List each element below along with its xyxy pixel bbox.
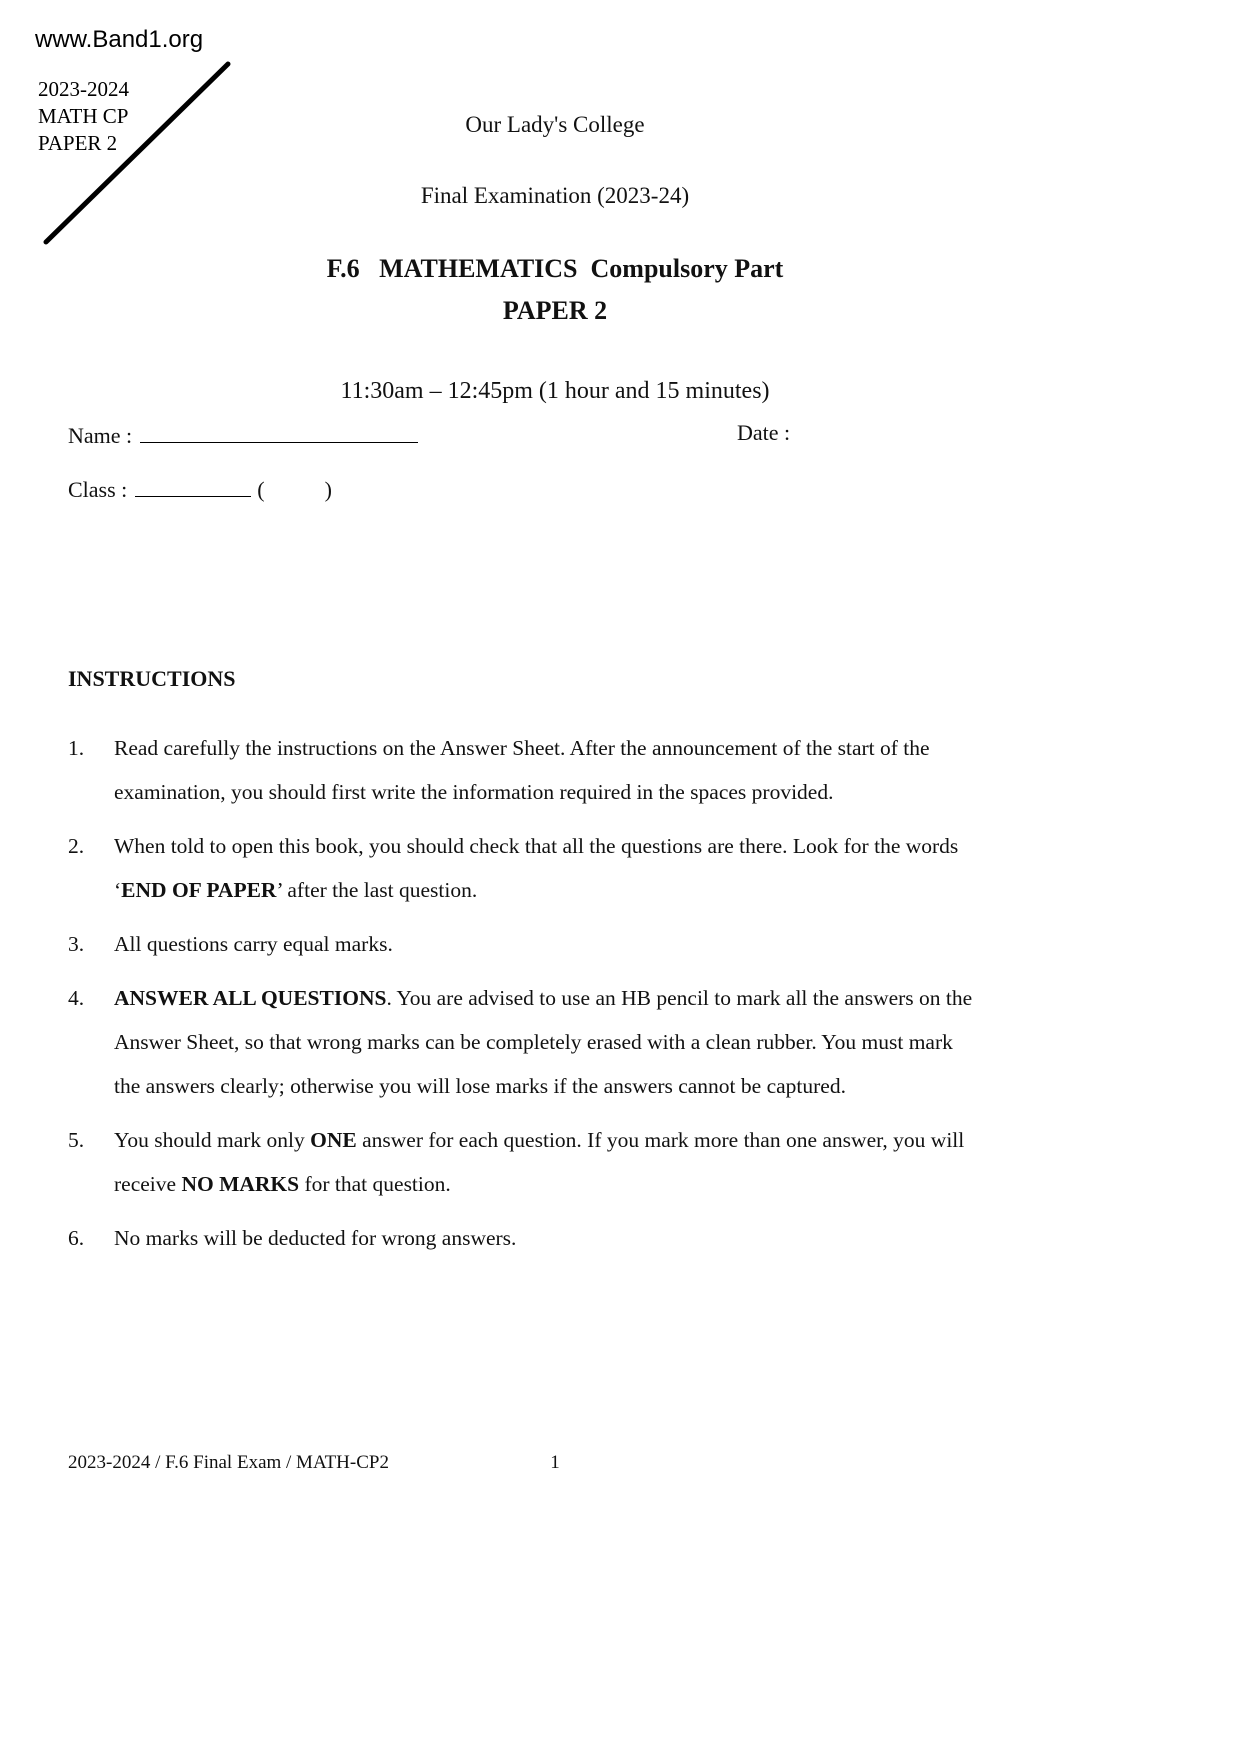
instruction-item bbox=[68, 976, 973, 1108]
class-label: Class : bbox=[68, 477, 128, 502]
footer-page-number: 1 bbox=[550, 1452, 560, 1473]
instruction-text: Read carefully the instructions on the Answer Sheet. After the announcement of the start of the examination, you should first write the information required in the spaces provided. bbox=[114, 736, 930, 804]
diagonal-strike-line bbox=[40, 58, 235, 248]
instruction-item bbox=[68, 922, 973, 966]
name-blank-line bbox=[140, 420, 418, 443]
exam-time: 11:30am – 12:45pm (1 hour and 15 minutes) bbox=[340, 378, 770, 404]
instruction-item bbox=[68, 824, 973, 912]
instruction-text: All questions carry equal marks. bbox=[114, 932, 393, 956]
instruction-number: 4. bbox=[68, 986, 85, 1010]
instruction-number: 1. bbox=[68, 736, 85, 760]
instruction-text: No marks will be deducted for wrong answers. bbox=[114, 1226, 517, 1250]
instruction-number: 3. bbox=[68, 932, 85, 956]
instruction-number: 5. bbox=[68, 1128, 85, 1152]
instruction-item bbox=[68, 726, 973, 814]
instruction-text: ANSWER ALL QUESTIONS. You are advised to use an HB pencil to mark all the answers on the Answer Sheet, so that wrong marks can be completely erased with a clean rubber. You must mark the answers clearly; otherwise you will lose marks if the answers cannot be captured. bbox=[114, 986, 973, 1098]
class-number-paren-open: ( bbox=[257, 477, 265, 502]
class-row bbox=[68, 474, 332, 503]
instruction-item bbox=[68, 1216, 973, 1260]
instruction-number: 6. bbox=[68, 1226, 85, 1250]
corner-line-year: 2023-2024 bbox=[38, 77, 129, 101]
name-label: Name : bbox=[68, 423, 133, 448]
instruction-text: You should mark only ONE answer for each question. If you mark more than one answer, you will receive NO MARKS for that question. bbox=[114, 1128, 965, 1196]
date-label: Date : bbox=[737, 420, 791, 445]
class-number-paren-close: ) bbox=[324, 477, 332, 502]
name-date-row bbox=[68, 420, 1110, 449]
paper-title-line1: F.6 MATHEMATICS Compulsory Part bbox=[326, 254, 784, 283]
class-blank-line bbox=[135, 474, 251, 497]
instruction-item bbox=[68, 1118, 973, 1206]
school-name: Our Lady's College bbox=[465, 112, 645, 137]
footer-document-code: 2023-2024 / F.6 Final Exam / MATH-CP2 bbox=[68, 1452, 389, 1473]
instructions-heading: INSTRUCTIONS bbox=[68, 666, 236, 691]
corner-line-paper: PAPER 2 bbox=[38, 131, 118, 155]
site-watermark: www.Band1.org bbox=[35, 26, 204, 53]
instruction-text: When told to open this book, you should check that all the questions are there. Look for the words ‘END OF PAPER’ after the last question. bbox=[114, 834, 959, 902]
instructions-list bbox=[68, 726, 973, 1270]
paper-title-line2: PAPER 2 bbox=[502, 296, 608, 325]
exam-name: Final Examination (2023-24) bbox=[420, 183, 690, 208]
corner-line-subject: MATH CP bbox=[38, 104, 129, 128]
instruction-number: 2. bbox=[68, 834, 85, 858]
